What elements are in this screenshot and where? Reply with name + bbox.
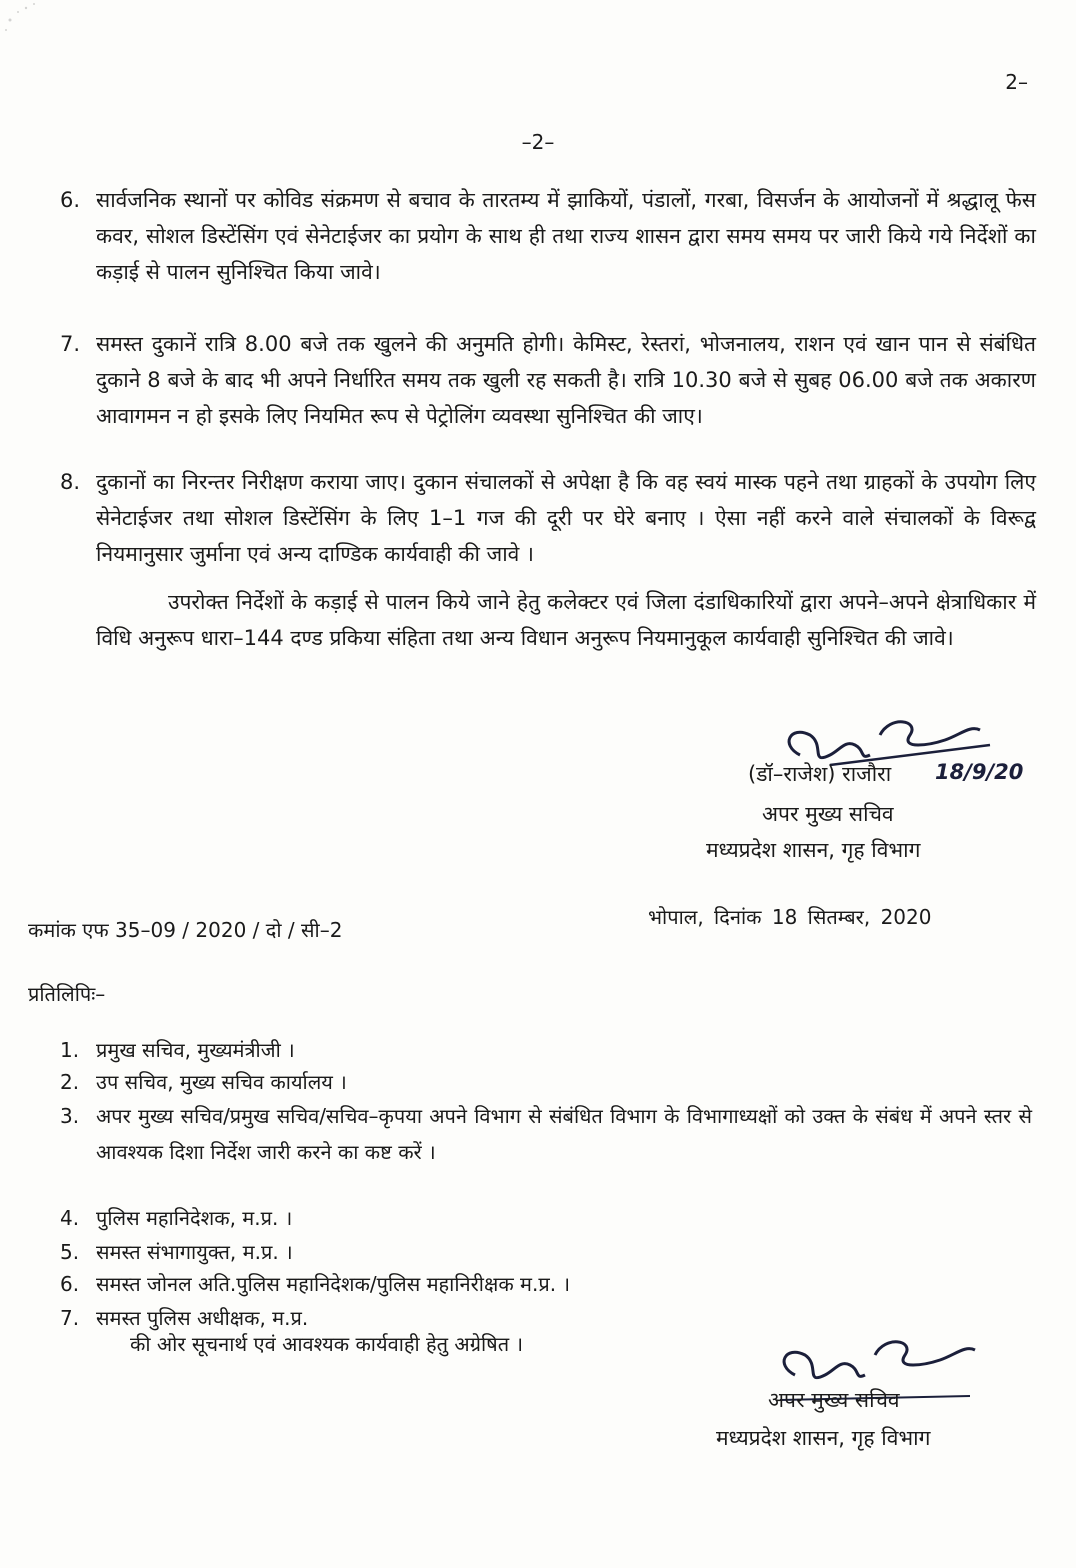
signatory-department: मध्यप्रदेश शासन, गृह विभाग	[706, 838, 921, 862]
forwarding-note: की ओर सूचनार्थ एवं आवश्यक कार्यवाही हेतु अग्रेषित ।	[130, 1332, 524, 1356]
point-text: सार्वजनिक स्थानों पर कोविड संक्रमण से बचाव के तारतम्य में झाकियों, पंडालों, गरबा, विसर्जन के आयोजनों में श्रद्धालू फेस कवर, सोशल डिस्टेंसिंग एवं सेनेटाईजर का प्रयोग के साथ ही तथा राज्य शासन द्वारा समय समय पर जारी किये गये निर्देशों का कड़ाई से पालन सुनिश्चित किया जावे।	[96, 188, 1036, 284]
reference-number: कमांक एफ 35–09 / 2020 / दो / सी–2	[28, 918, 343, 942]
signatory-designation-2: अपर मुख्य सचिव	[768, 1388, 900, 1412]
point-text: समस्त दुकानें रात्रि 8.00 बजे तक खुलने की अनुमति होगी। केमिस्ट, रेस्तरां, भोजनालय, राशन एवं खान पान से संबंधित दुकाने 8 बजे के बाद भी अपने निर्धारित समय तक खुली रह सकती है। रात्रि 10.30 बजे से सुबह 06.00 बजे तक अकारण आवागमन न हो इसके लिए नियमित रूप से पेट्रोलिंग व्यवस्था सुनिश्चित की जाए।	[96, 332, 1036, 428]
copy-text: पुलिस महानिदेशक, म.प्र. ।	[96, 1206, 293, 1230]
copy-number: 5.	[60, 1240, 80, 1264]
copy-item-5	[60, 1234, 1032, 1270]
copy-to-heading: प्रतिलिपिः–	[28, 982, 106, 1006]
directive-point-6	[60, 182, 1036, 290]
copy-item-4	[60, 1200, 1032, 1236]
signatory-designation: अपर मुख्य सचिव	[762, 802, 894, 826]
copy-item-3	[60, 1098, 1032, 1170]
copy-text: समस्त संभागायुक्त, म.प्र. ।	[96, 1240, 293, 1264]
copy-text: उप सचिव, मुख्य सचिव कार्यालय ।	[96, 1070, 347, 1094]
point-number: 7.	[60, 332, 81, 356]
copy-item-6	[60, 1266, 1032, 1302]
point-number: 8.	[60, 470, 81, 494]
copy-number: 4.	[60, 1206, 80, 1230]
page-number-top: 2–	[1005, 70, 1028, 94]
point-text: दुकानों का निरन्तर निरीक्षण कराया जाए। दुकान संचालकों से अपेक्षा है कि वह स्वयं मास्क पहने तथा ग्राहकों के उपयोग लिए सेनेटाईजर तथा सोशल डिस्टेंसिंग के लिए 1–1 गज की दूरी पर घेरे बनाए । ऐसा नहीं करने वाले संचालकों के विरूद्व नियमानुसार जुर्माना एवं अन्य दाण्डिक कार्यवाही की जावे ।	[96, 470, 1036, 566]
copy-number: 2.	[60, 1070, 80, 1094]
copy-text: समस्त जोनल अति.पुलिस महानिदेशक/पुलिस महानिरीक्षक म.प्र. ।	[96, 1272, 571, 1296]
copy-number: 7.	[60, 1306, 80, 1330]
copy-text: अपर मुख्य सचिव/प्रमुख सचिव/सचिव–कृपया अपने विभाग से संबंधित विभाग के विभागाध्यक्षों को उक्त के संबंध में अपने स्तर से आवश्यक दिशा निर्देश जारी करने का कष्ट करें ।	[96, 1104, 1032, 1164]
scan-speckle-mark	[0, 0, 60, 50]
place-and-date: भोपाल, दिनांक 18 सितम्बर, 2020	[648, 905, 932, 929]
directive-point-8	[60, 464, 1036, 572]
signatory-name: (डॉ–राजेश) राजौरा	[748, 762, 892, 786]
signatory-department-2: मध्यप्रदेश शासन, गृह विभाग	[716, 1426, 931, 1450]
copy-number: 6.	[60, 1272, 80, 1296]
closing-paragraph: उपरोक्त निर्देशों के कड़ाई से पालन किये जाने हेतु कलेक्टर एवं जिला दंडाधिकारियों द्वारा अपने–अपने क्षेत्राधिकार में विधि अनुरूप धारा–144 दण्ड प्रकिया संहिता तथा अन्य विधान अनुरूप नियमानुकूल कार्यवाही सुनिश्चित की जावे।	[96, 590, 1036, 650]
point-number: 6.	[60, 188, 81, 212]
copy-item-2	[60, 1064, 1032, 1100]
copy-text: समस्त पुलिस अधीक्षक, म.प्र.	[96, 1306, 309, 1330]
copy-number: 1.	[60, 1038, 80, 1062]
copy-text: प्रमुख सचिव, मुख्यमंत्रीजी ।	[96, 1038, 295, 1062]
signature-date-handwritten: 18/9/20	[935, 760, 1024, 784]
directive-point-7	[60, 326, 1036, 434]
page-number-center: –2–	[521, 130, 555, 154]
copy-item-1	[60, 1032, 1032, 1068]
copy-number: 3.	[60, 1104, 80, 1128]
